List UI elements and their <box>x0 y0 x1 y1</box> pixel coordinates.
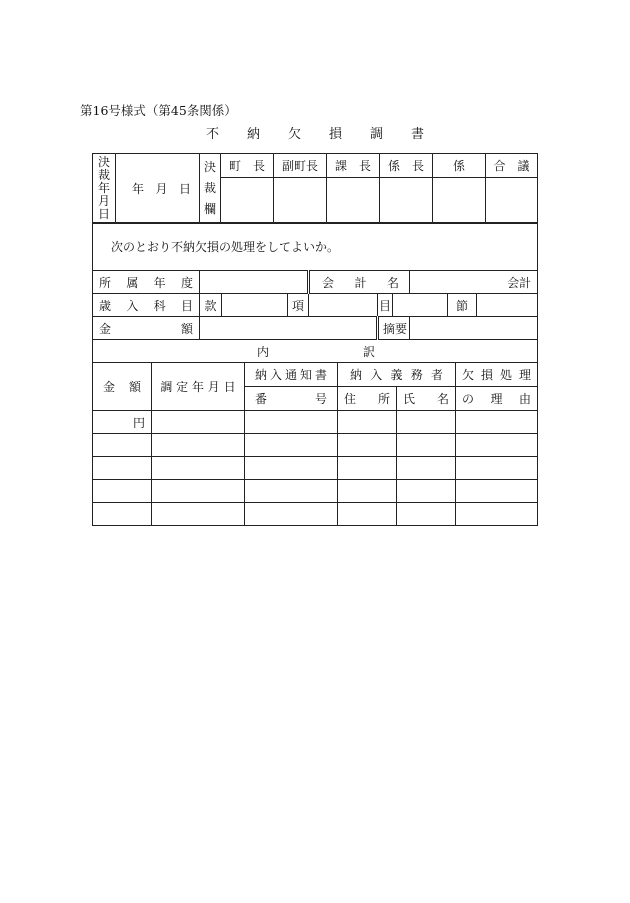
assessment-date-cell[interactable] <box>152 480 245 503</box>
reason-cell[interactable] <box>456 457 538 480</box>
setsu-label: 節 <box>448 294 477 317</box>
assessment-date-cell[interactable] <box>152 457 245 480</box>
kan-field[interactable] <box>222 294 288 317</box>
reason-header-top: 欠 損 処 理 <box>456 363 538 387</box>
amount-cell[interactable] <box>93 503 152 526</box>
amount-cell[interactable] <box>93 411 152 434</box>
reason-header-bottom: の 理 由 <box>456 387 538 411</box>
assessment-date-header: 調 定 年 月 日 <box>152 363 245 411</box>
stamp-box-mayor[interactable] <box>221 178 274 224</box>
form-number-label: 第16号様式（第45条関係） <box>80 103 237 118</box>
address-header: 住 所 <box>338 387 397 411</box>
notice-number-cell[interactable] <box>245 434 338 457</box>
breakdown-header: 内 訳 <box>93 340 538 363</box>
address-cell[interactable] <box>338 457 397 480</box>
table-row <box>93 434 538 457</box>
stamp-box-consultation[interactable] <box>486 178 538 224</box>
kan-label: 款 <box>200 294 222 317</box>
address-cell[interactable] <box>338 480 397 503</box>
role-header-staff: 係 <box>433 154 486 178</box>
role-header-section-chief: 課 長 <box>327 154 380 178</box>
stamp-box-subsection-chief[interactable] <box>380 178 433 224</box>
name-header: 氏 名 <box>397 387 456 411</box>
address-cell[interactable] <box>338 411 397 434</box>
reason-cell[interactable] <box>456 480 538 503</box>
approval-column-label: 決裁欄 <box>200 154 221 224</box>
setsu-field[interactable] <box>477 294 538 317</box>
summary-field[interactable] <box>410 317 538 340</box>
table-row <box>93 411 538 434</box>
stamp-box-section-chief[interactable] <box>327 178 380 224</box>
notice-number-cell[interactable] <box>245 503 338 526</box>
amount-cell[interactable] <box>93 480 152 503</box>
account-name-label: 会 計 名 <box>309 271 410 294</box>
reason-cell[interactable] <box>456 503 538 526</box>
title-char: 納 <box>246 127 260 142</box>
amount-field[interactable] <box>200 317 378 340</box>
title-char: 調 <box>370 127 384 142</box>
document-title <box>0 128 630 142</box>
detail-table <box>92 362 538 526</box>
name-cell[interactable] <box>397 411 456 434</box>
name-cell[interactable] <box>397 434 456 457</box>
account-name-field[interactable] <box>410 271 538 294</box>
revenue-item-label: 歳 入 科 目 <box>93 294 200 317</box>
kou-field[interactable] <box>309 294 378 317</box>
notice-number-cell[interactable] <box>245 457 338 480</box>
name-cell[interactable] <box>397 503 456 526</box>
table-row <box>93 480 538 503</box>
moku-label: 目 <box>378 294 393 317</box>
obligor-header: 納 入 義 務 者 <box>338 363 456 387</box>
account-suffix: 会計 <box>507 275 532 290</box>
stamp-box-staff[interactable] <box>433 178 486 224</box>
stamp-box-deputy-mayor[interactable] <box>274 178 327 224</box>
title-char: 書 <box>411 127 425 142</box>
notice-number-cell[interactable] <box>245 411 338 434</box>
role-header-mayor: 町 長 <box>221 154 274 178</box>
decision-date-field[interactable]: 年 月 日 <box>116 154 200 224</box>
amount-label: 金 額 <box>93 317 200 340</box>
reason-cell[interactable] <box>456 434 538 457</box>
detail-amount-header: 金 額 <box>93 363 152 411</box>
summary-label: 摘 要 <box>378 317 410 340</box>
role-header-deputy-mayor: 副町長 <box>274 154 327 178</box>
table-row <box>93 503 538 526</box>
address-cell[interactable] <box>338 503 397 526</box>
approval-table <box>92 153 538 224</box>
kou-label: 項 <box>288 294 309 317</box>
notice-number-header-top: 納 入 通 知 書 <box>245 363 338 387</box>
amount-cell[interactable] <box>93 457 152 480</box>
assessment-date-cell[interactable] <box>152 411 245 434</box>
assessment-date-cell[interactable] <box>152 503 245 526</box>
title-char: 不 <box>205 127 219 142</box>
fiscal-year-field[interactable] <box>200 271 309 294</box>
fiscal-year-label: 所 属 年 度 <box>93 271 200 294</box>
moku-field[interactable] <box>393 294 448 317</box>
address-cell[interactable] <box>338 434 397 457</box>
amount-cell[interactable] <box>93 434 152 457</box>
title-char: 損 <box>329 127 343 142</box>
yen-unit: 円 <box>132 415 145 430</box>
role-header-consultation: 合 議 <box>486 154 538 178</box>
reason-cell[interactable] <box>456 411 538 434</box>
decision-date-label: 決裁年月日 <box>93 154 116 224</box>
approval-statement: 次のとおり不納欠損の処理をしてよいか。 <box>93 223 538 271</box>
notice-number-header-bottom: 番 号 <box>245 387 338 411</box>
notice-number-cell[interactable] <box>245 480 338 503</box>
role-header-subsection-chief: 係 長 <box>380 154 433 178</box>
title-char: 欠 <box>287 127 301 142</box>
name-cell[interactable] <box>397 480 456 503</box>
table-row <box>93 457 538 480</box>
name-cell[interactable] <box>397 457 456 480</box>
main-table <box>92 222 538 363</box>
assessment-date-cell[interactable] <box>152 434 245 457</box>
